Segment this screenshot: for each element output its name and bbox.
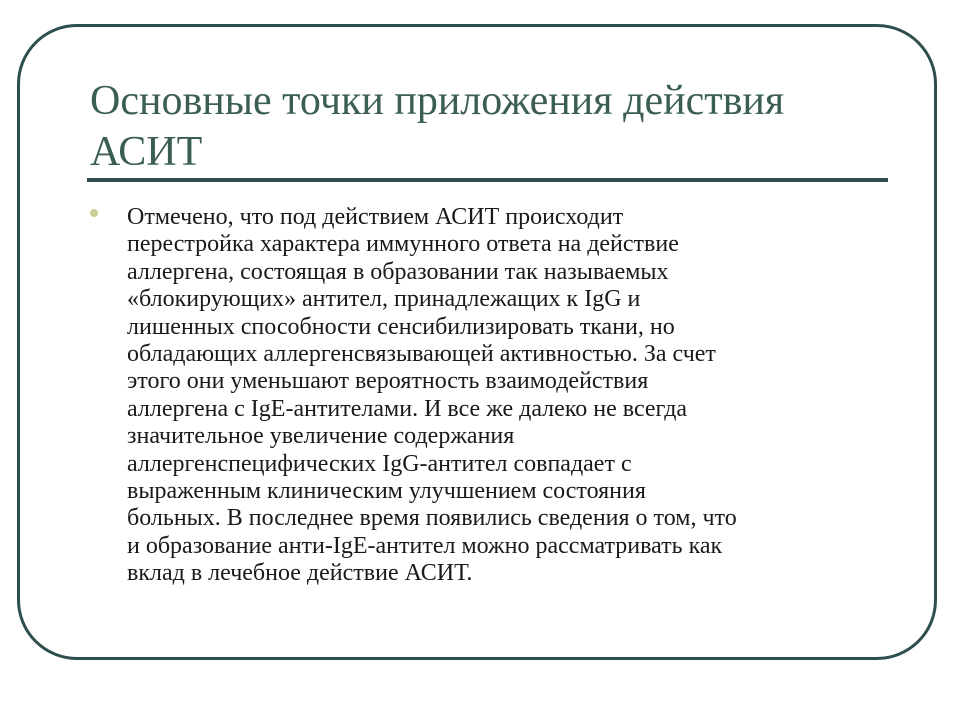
slide-title: Основные точки приложения действия АСИТ <box>90 78 785 175</box>
bullet-dot-icon <box>90 209 98 217</box>
bullet-text: Отмечено, что под действием АСИТ происходит перестройка характера иммунного ответа на действие аллергена, состоящая в образовании так называемых «блокирующих» антител, принадлежащих к IgG и лишенных способности сенсибилизировать ткани, но обладающих аллергенсвязывающей активностью. За счет этого они уменьшают вероятность взаимодействия аллергена с IgE-антителами. И все же далеко не всегда значительное увеличение содержания аллергенспецифических IgG-антител совпадает с выраженным клиническим улучшением состояния больных. В последнее время появились сведения о том, что и образование анти-IgE-антител можно рассматривать как вклад в лечебное действие АСИТ. <box>127 204 737 587</box>
title-divider <box>87 178 888 182</box>
